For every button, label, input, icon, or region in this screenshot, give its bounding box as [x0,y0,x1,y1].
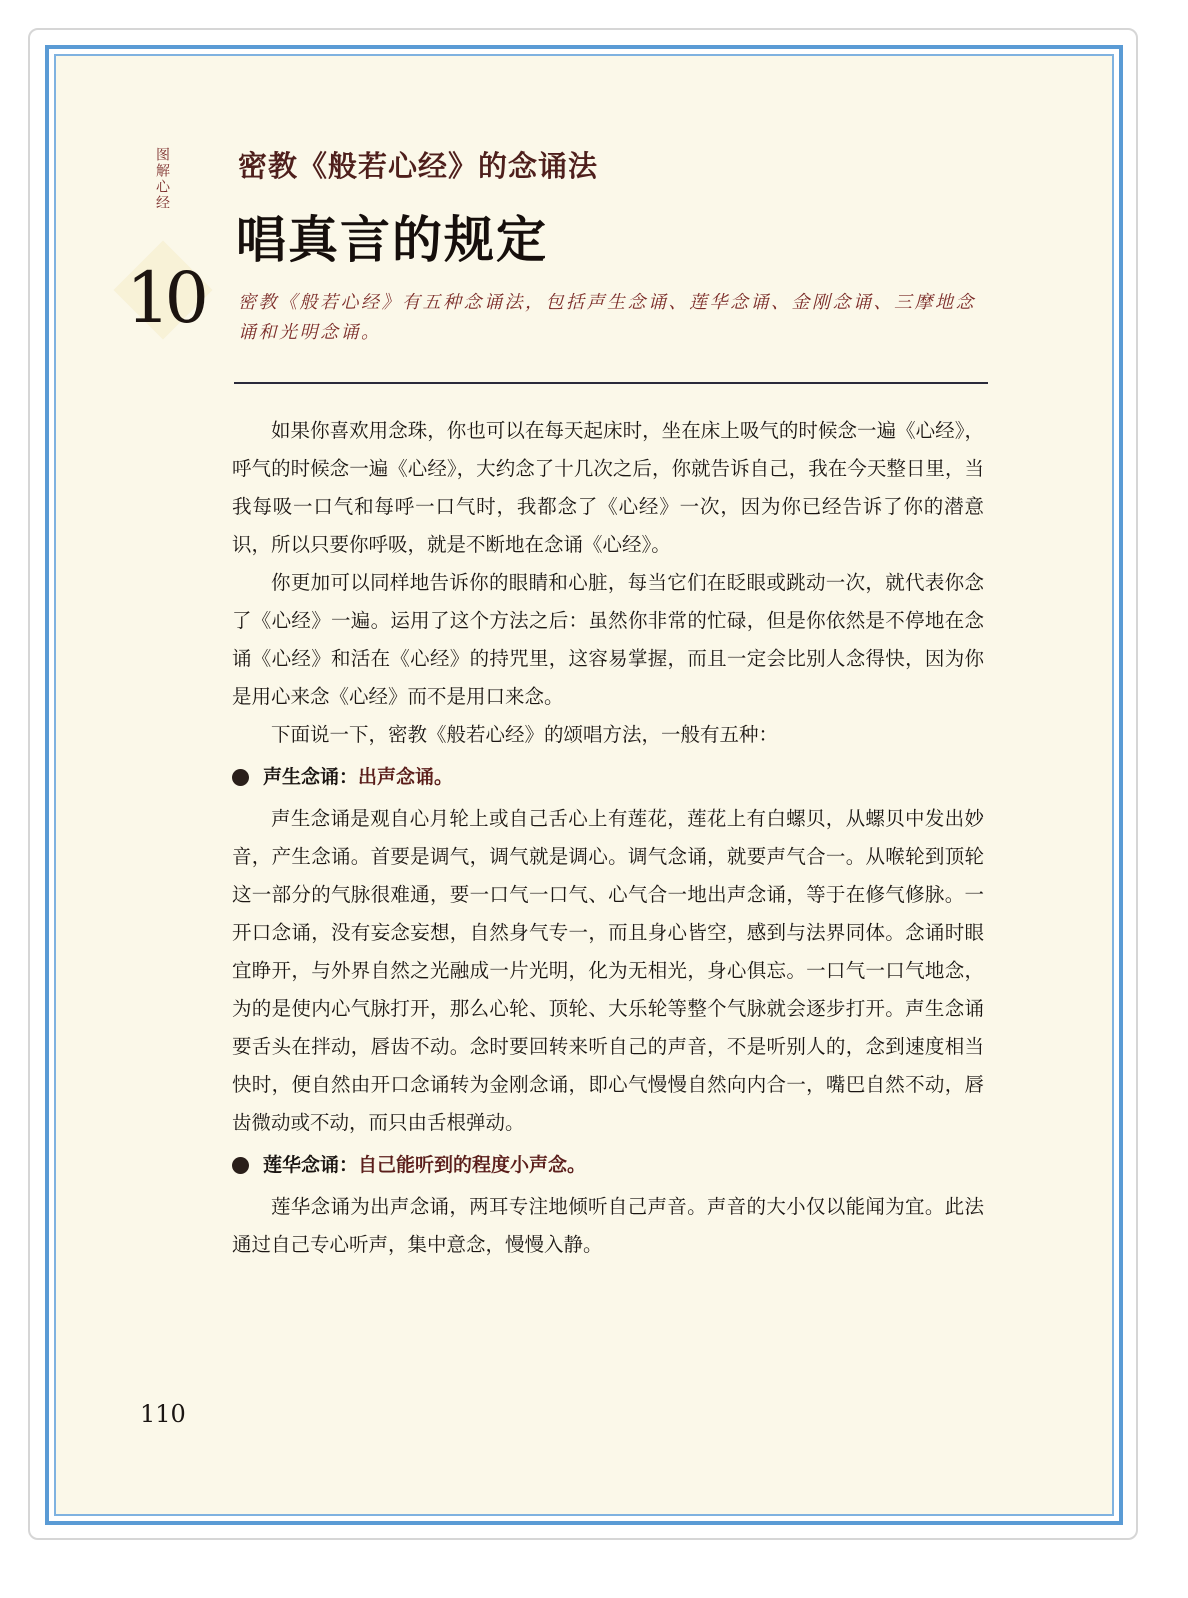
paragraph: 你更加可以同样地告诉你的眼睛和心脏，每当它们在眨眼或跳动一次，就代表你念了《心经》一遍。运用了这个方法之后：虽然你非常的忙碌，但是你依然是不停地在念诵《心经》和活在《心经》的持咒里，这容易掌握，而且一定会比别人念得快，因为你是用心来念《心经》而不是用口来念。 [232,571,984,708]
series-label: 图解心经 [154,147,170,211]
title-divider [234,382,988,384]
page-number: 110 [140,1400,186,1428]
intro-summary: 密教《般若心经》有五种念诵法，包括声生念诵、莲华念诵、金刚念诵、三摩地念诵和光明念诵。 [238,292,976,343]
section-subtitle: 密教《般若心经》的念诵法 [238,149,599,183]
section-heading-desc: 出声念诵。 [358,766,454,788]
section-heading [232,1146,984,1184]
paragraph: 声生念诵是观自心月轮上或自己舌心上有莲花，莲花上有白螺贝，从螺贝中发出妙音，产生念诵。首要是调气，调气就是调心。调气念诵，就要声气合一。从喉轮到顶轮这一部分的气脉很难通，要一口气一口气、心气合一地出声念诵，等于在修气修脉。一开口念诵，没有妄念妄想，自然身气专一，而且身心皆空，感到与法界同体。念诵时眼宜睁开，与外界自然之光融成一片光明，化为无相光，身心俱忘。一口气一口气地念，为的是使内心气脉打开，那么心轮、顶轮、大乐轮等整个气脉就会逐步打开。声生念诵要舌头在拌动，唇齿不动。念时要回转来听自己的声音，不是听别人的，念到速度相当快时，便自然由开口念诵转为金刚念诵，即心气慢慢自然向内合一，嘴巴自然不动，唇齿微动或不动，而只由舌根弹动。 [232,807,984,1134]
section-heading [232,758,984,796]
section-heading-desc: 自己能听到的程度小声念。 [358,1154,587,1176]
body-text [232,412,984,1264]
paragraph: 如果你喜欢用念珠，你也可以在每天起床时，坐在床上吸气的时候念一遍《心经》，呼气的时候念一遍《心经》，大约念了十几次之后，你就告诉自己，我在今天整日里，当我每吸一口气和每呼一口气时，我都念了《心经》一次，因为你已经告诉了你的潜意识，所以只要你呼吸，就是不断地在念诵《心经》。 [232,419,984,556]
bullet-icon [232,1157,249,1174]
section-heading-label: 莲华念诵： [263,1154,359,1176]
paragraph: 下面说一下，密教《般若心经》的颂唱方法，一般有五种： [271,723,779,746]
page-title: 唱真言的规定 [236,211,548,269]
chapter-number: 10 [126,257,204,339]
section-heading-label: 声生念诵： [263,766,359,788]
paragraph: 莲华念诵为出声念诵，两耳专注地倾听自己声音。声音的大小仅以能闻为宜。此法通过自己专心听声，集中意念，慢慢入静。 [232,1195,984,1256]
bullet-icon [232,769,249,786]
